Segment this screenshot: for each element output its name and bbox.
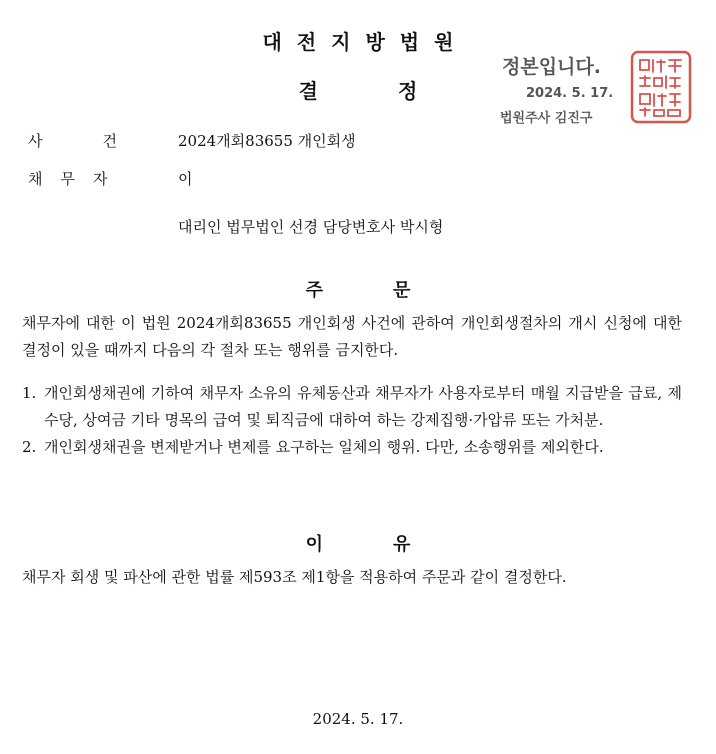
reason-heading-char-2: 유 bbox=[393, 534, 411, 555]
order-heading-char-1: 주 bbox=[305, 280, 323, 301]
certified-copy-notice: 정본입니다. bbox=[502, 56, 601, 78]
order-item bbox=[22, 434, 682, 461]
order-item-text: 개인회생채권에 기하여 채무자 소유의 유체동산과 채무자가 사용자로부터 매월 지급받을 급료, 제수당, 상여금 기타 명목의 급여 및 퇴직금에 대하여 하는 강제집행·가압류 또는 가처분. bbox=[44, 384, 682, 429]
reason-text: 채무자 회생 및 파산에 관한 법률 제593조 제1항을 적용하여 주문과 같이 결정한다. bbox=[22, 568, 567, 586]
case-number: 2024개회83655 개인회생 bbox=[178, 132, 356, 150]
debtor-label bbox=[28, 168, 108, 189]
order-item-number: 1. bbox=[22, 384, 37, 402]
debtor-label-char-1: 채 bbox=[28, 170, 43, 188]
debtor-label-char-2: 무 bbox=[60, 170, 75, 188]
order-item-text: 개인회생채권을 변제받거나 변제를 요구하는 일체의 행위. 다만, 소송행위를 제외한다. bbox=[44, 438, 604, 456]
order-list bbox=[22, 380, 682, 461]
decision-date: 2024. 5. 17. bbox=[312, 710, 404, 728]
order-intro: 채무자에 대한 이 법원 2024개회83655 개인회생 사건에 관하여 개인회생절차의 개시 신청에 대한 결정이 있을 때까지 다음의 각 절차 또는 행위를 금지한다. bbox=[22, 314, 682, 359]
legal-agent: 대리인 법무법인 선경 담당변호사 박시형 bbox=[178, 218, 444, 236]
document-title-char-1: 결 bbox=[298, 79, 318, 103]
debtor-label-char-3: 자 bbox=[93, 170, 108, 188]
certified-copy-clerk: 법원주사 김진구 bbox=[500, 111, 593, 126]
reason-heading-char-1: 이 bbox=[305, 534, 323, 555]
court-seal-icon bbox=[630, 50, 692, 124]
order-heading bbox=[0, 276, 716, 302]
case-label-char-1: 사 bbox=[28, 132, 43, 150]
case-label bbox=[28, 130, 117, 151]
reason-heading bbox=[0, 530, 716, 556]
document-title-char-2: 정 bbox=[398, 79, 418, 103]
order-item-number: 2. bbox=[22, 438, 37, 456]
order-item bbox=[22, 380, 682, 434]
court-name: 대전지방법원 bbox=[262, 30, 469, 54]
debtor-name: 이 bbox=[178, 170, 193, 188]
order-heading-char-2: 문 bbox=[393, 280, 411, 301]
certified-copy-date: 2024. 5. 17. bbox=[526, 86, 614, 101]
case-label-char-2: 건 bbox=[102, 132, 117, 150]
